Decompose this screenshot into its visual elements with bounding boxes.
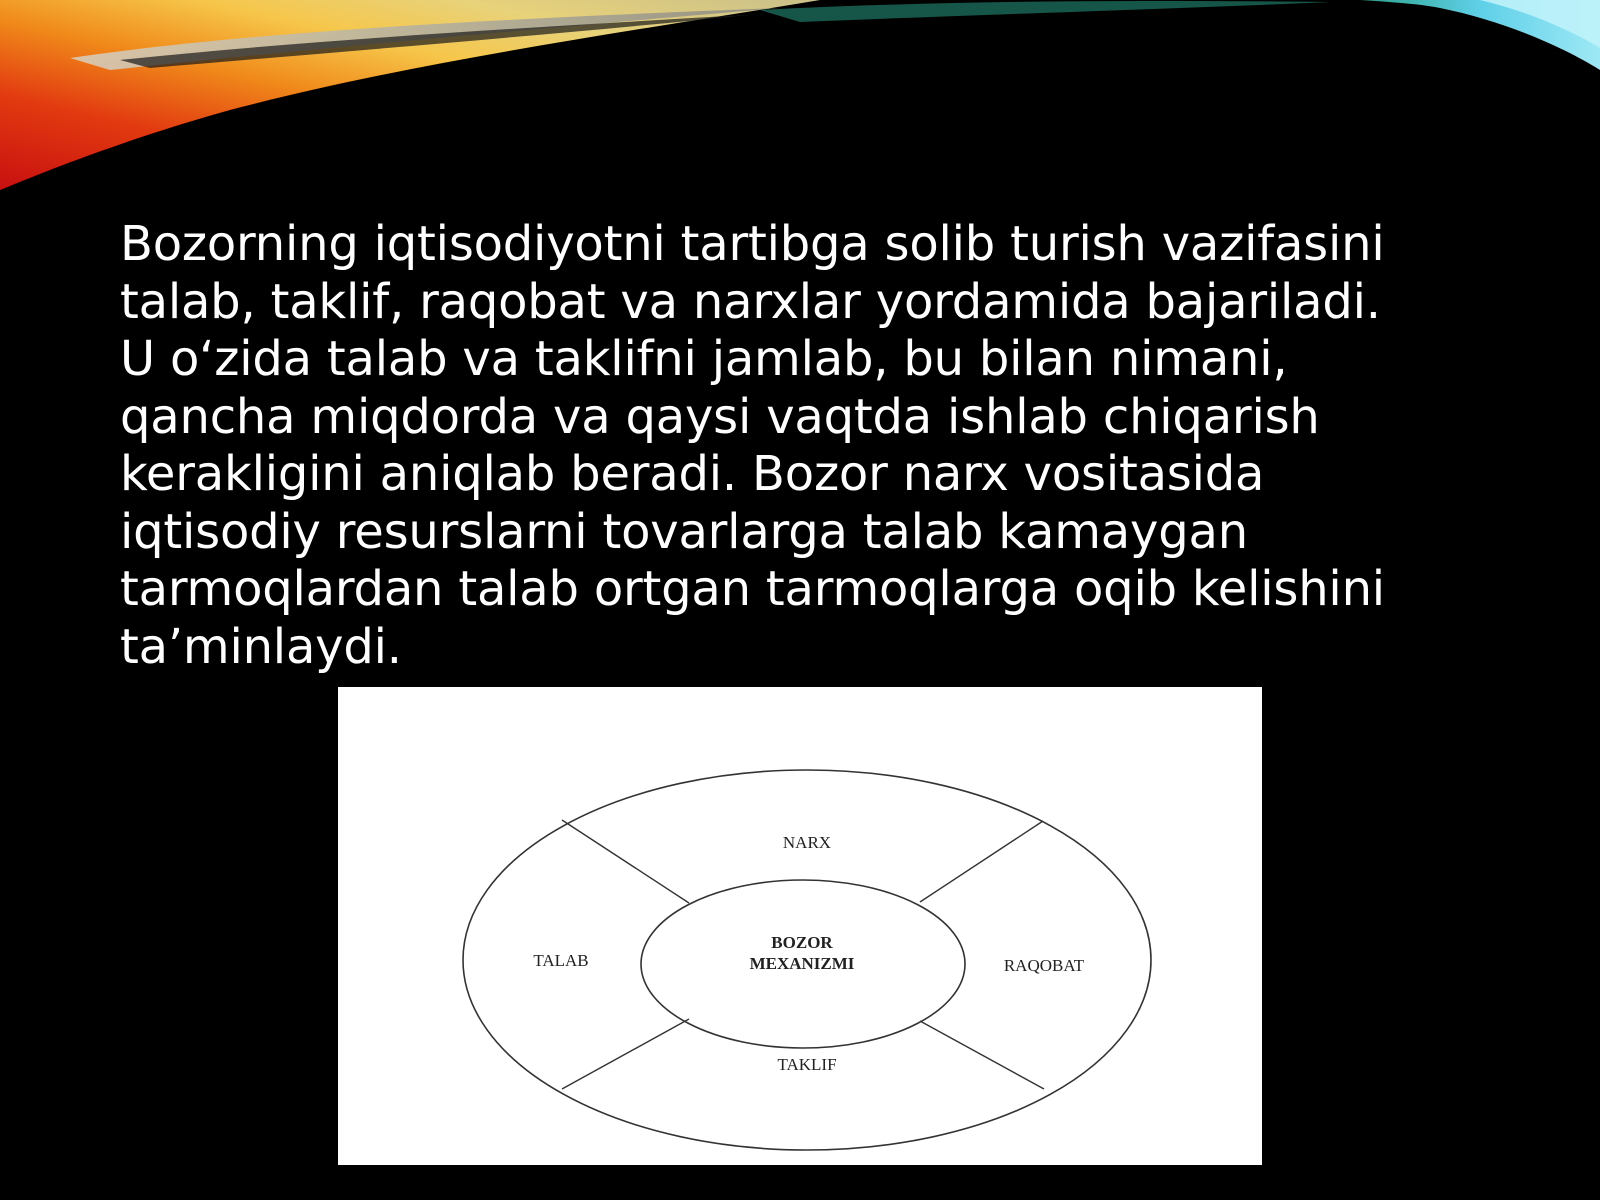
- divider-bottom-right: [920, 1021, 1044, 1089]
- label-talab: TALAB: [533, 951, 589, 970]
- body-line: iqtisodiy resurslarni tovarlarga talab kamaygan: [120, 503, 1248, 560]
- label-narx: NARX: [782, 833, 832, 852]
- body-line: qancha miqdorda va qaysi vaqtda ishlab chiqarish: [120, 388, 1320, 445]
- label-bozor: BOZOR: [771, 933, 833, 952]
- diagram-canvas: [338, 687, 1262, 1165]
- label-raqobat: RAQOBAT: [1003, 956, 1085, 975]
- market-mechanism-diagram: [338, 687, 1262, 1165]
- body-line: ta’minlaydi.: [120, 618, 402, 675]
- header-swoosh-decoration: [0, 0, 1600, 200]
- body-line: talab, taklif, raqobat va narxlar yordamida bajariladi.: [120, 273, 1381, 330]
- label-taklif: TAKLIF: [777, 1055, 837, 1074]
- body-line: tarmoqlardan talab ortgan tarmoqlarga oqib kelishini: [120, 561, 1385, 617]
- divider-top-left: [562, 820, 689, 903]
- label-mexanizmi: MEXANIZMI: [749, 954, 855, 973]
- divider-top-right: [920, 821, 1043, 902]
- body-line: kerakligini aniqlab beradi. Bozor narx vositasida: [120, 446, 1265, 502]
- body-line: Bozorning iqtisodiyotni tartibga solib turish vazifasini: [120, 216, 1385, 272]
- body-text: [120, 216, 1500, 676]
- divider-bottom-left: [562, 1019, 689, 1089]
- body-line: U o‘zida talab va taklifni jamlab, bu bilan nimani,: [120, 331, 1288, 387]
